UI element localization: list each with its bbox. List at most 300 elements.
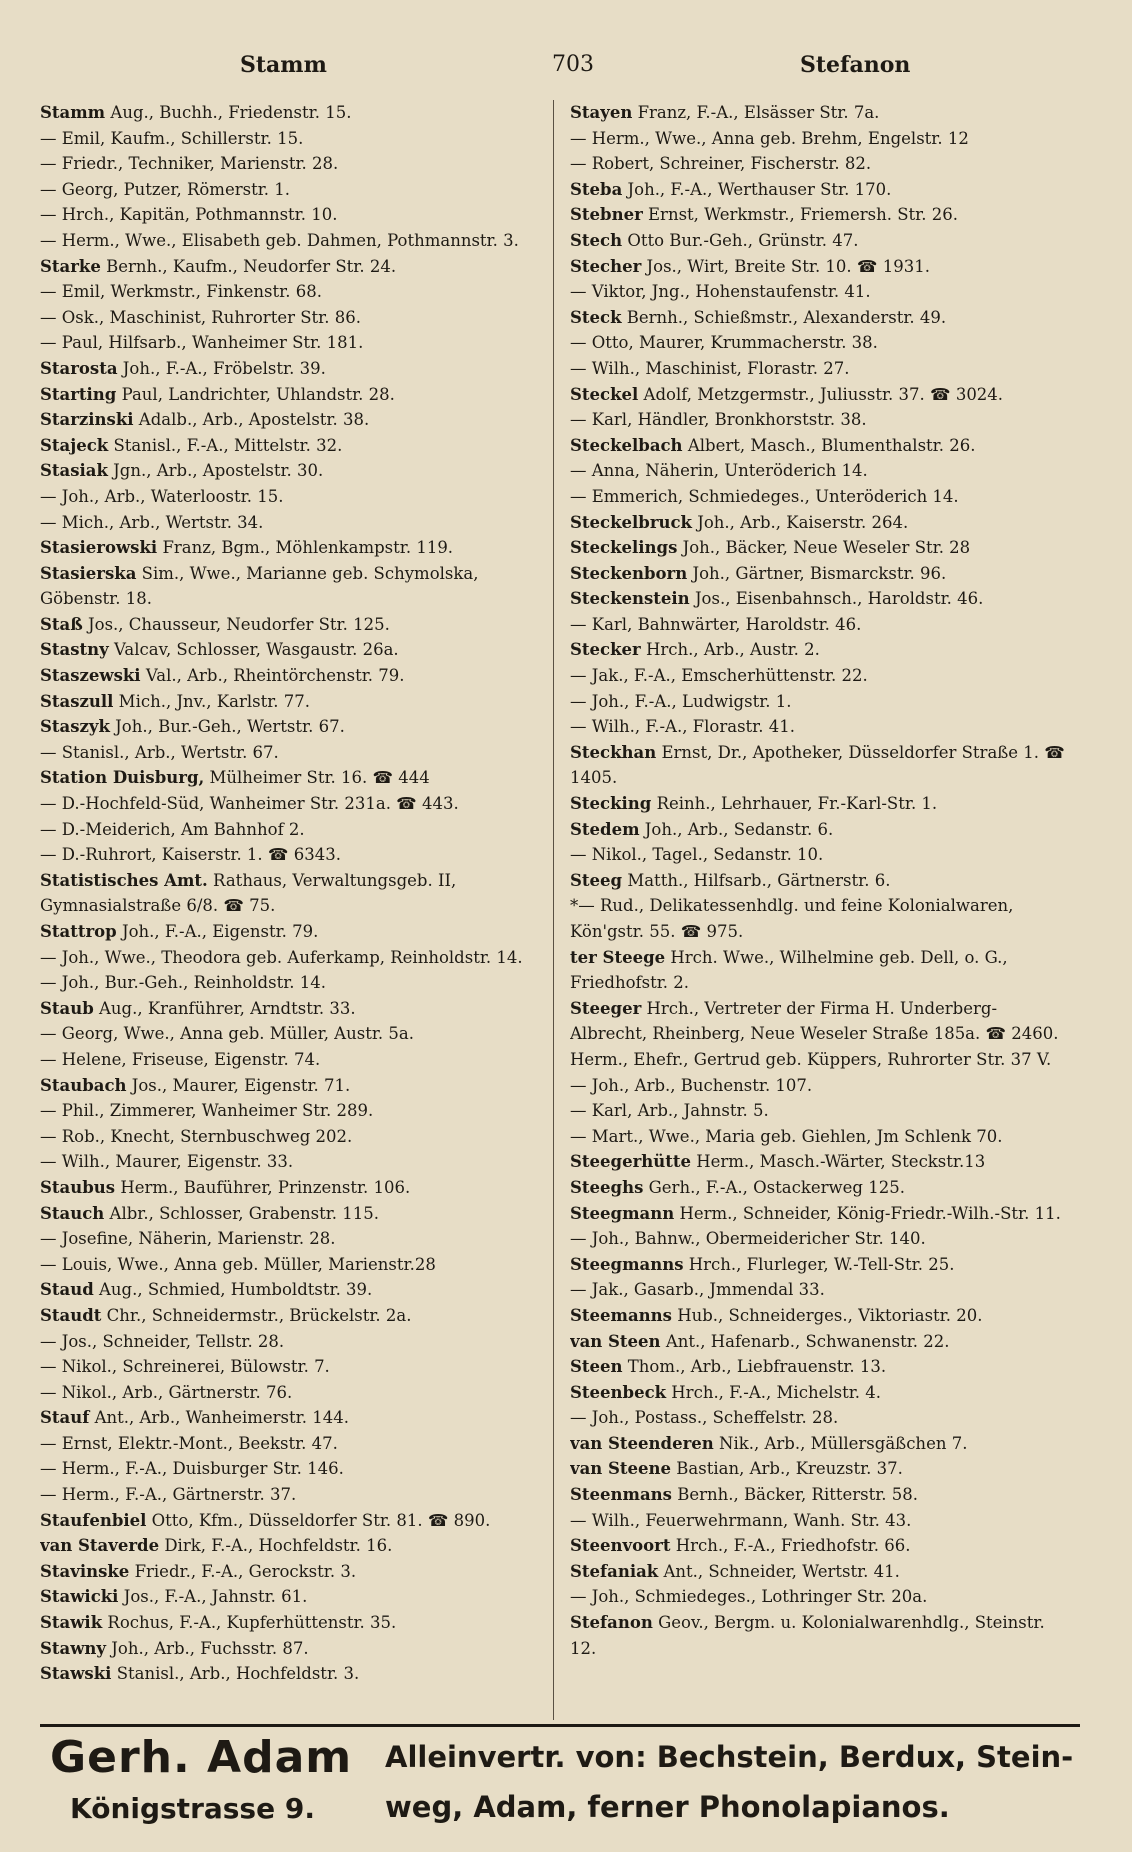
entry-details: Nik., Arb., Müllersgäßchen 7. <box>719 1433 968 1453</box>
ad-address: Königstrasse 9. <box>70 1792 315 1825</box>
entry-details: — Jak., Gasarb., Jmmendal 33. <box>570 1280 825 1300</box>
directory-entry <box>570 1354 1070 1380</box>
directory-entry <box>570 1329 1070 1355</box>
entry-details: — D.-Hochfeld-Süd, Wanheimer Str. 231a. ☎ 443. <box>40 794 459 814</box>
page-number: 703 <box>552 52 594 77</box>
entry-details: Paul, Landrichter, Uhlandstr. 28. <box>121 384 395 404</box>
directory-entry <box>570 1277 1070 1303</box>
entry-details: Herm., Schneider, König-Friedr.-Wilh.-Str. 11. <box>679 1203 1061 1223</box>
directory-entry <box>570 1303 1070 1329</box>
directory-entry <box>40 202 540 228</box>
directory-entry <box>40 1636 540 1662</box>
entry-details: Ant., Schneider, Wertstr. 41. <box>663 1561 900 1581</box>
header-right-keyword: Stefanon <box>800 52 911 78</box>
header-left-keyword: Stamm <box>240 52 327 78</box>
directory-entry <box>40 510 540 536</box>
entry-details: Joh., F.-A., Fröbelstr. 39. <box>122 358 326 378</box>
page-header <box>40 46 1080 82</box>
entry-details: — Karl, Bahnwärter, Haroldstr. 46. <box>570 614 862 634</box>
entry-details: Franz, Bgm., Möhlenkampstr. 119. <box>162 538 454 558</box>
directory-entry <box>40 919 540 945</box>
entry-surname: Steckelbruck <box>570 512 692 532</box>
directory-entry <box>40 1124 540 1150</box>
entry-surname: ter Steege <box>570 947 666 967</box>
directory-entry <box>40 765 540 791</box>
entry-surname: Stasierowski <box>40 538 158 558</box>
entry-details: Rochus, F.-A., Kupferhüttenstr. 35. <box>107 1613 397 1633</box>
entry-details: — Osk., Maschinist, Ruhrorter Str. 86. <box>40 307 361 327</box>
directory-entry <box>570 637 1070 663</box>
directory-entry <box>40 1047 540 1073</box>
entry-surname: Statistisches Amt. <box>40 870 208 890</box>
directory-entry <box>40 535 540 561</box>
directory-entry <box>40 1661 540 1687</box>
directory-entry <box>570 100 1070 126</box>
entry-details: — Joh., Wwe., Theodora geb. Auferkamp, Reinholdstr. 14. <box>40 947 523 967</box>
entry-details: Jos., Eisenbahnsch., Haroldstr. 46. <box>694 589 984 609</box>
entry-details: Jos., Wirt, Breite Str. 10. ☎ 1931. <box>646 256 930 276</box>
directory-entry <box>570 1252 1070 1278</box>
entry-details: Adalb., Arb., Apostelstr. 38. <box>138 410 370 430</box>
left-column <box>40 100 540 1687</box>
ad-text-line-1: Alleinvertr. von: Bechstein, Berdux, Stein- <box>385 1740 1074 1774</box>
entry-details: — Nikol., Arb., Gärtnerstr. 76. <box>40 1382 293 1402</box>
directory-entry <box>40 484 540 510</box>
entry-surname: Staszewski <box>40 666 141 686</box>
directory-entry <box>570 1149 1070 1175</box>
entry-details: Ant., Arb., Wanheimerstr. 144. <box>94 1408 349 1428</box>
entry-surname: Stefaniak <box>570 1561 659 1581</box>
entry-surname: Starzinski <box>40 410 134 430</box>
directory-entry <box>40 1508 540 1534</box>
entry-details: Joh., Bäcker, Neue Weseler Str. 28 <box>682 538 971 558</box>
directory-entry <box>40 817 540 843</box>
directory-entry <box>40 1226 540 1252</box>
directory-entry <box>40 1559 540 1585</box>
entry-surname: Starting <box>40 384 117 404</box>
entry-surname: van Steenderen <box>570 1433 714 1453</box>
directory-entry <box>40 970 540 996</box>
entry-details: — Louis, Wwe., Anna geb. Müller, Marienstr.28 <box>40 1254 436 1274</box>
entry-surname: Steeg <box>570 870 623 890</box>
entry-details: — Jos., Schneider, Tellstr. 28. <box>40 1331 285 1351</box>
directory-entry <box>570 1201 1070 1227</box>
entry-details: Mülheimer Str. 16. ☎ 444 <box>209 768 430 788</box>
directory-entry <box>570 484 1070 510</box>
entry-details: — Robert, Schreiner, Fischerstr. 82. <box>570 154 872 174</box>
directory-entry <box>570 407 1070 433</box>
entry-surname: Stebner <box>570 205 643 225</box>
entry-details: Albr., Schlosser, Grabenstr. 115. <box>109 1203 380 1223</box>
entry-details: Bernh., Kaufm., Neudorfer Str. 24. <box>106 256 397 276</box>
directory-entry <box>570 663 1070 689</box>
entry-surname: Staß <box>40 614 83 634</box>
entry-surname: Steen <box>570 1357 623 1377</box>
entry-surname: Steckelings <box>570 538 678 558</box>
entry-details: — D.-Ruhrort, Kaiserstr. 1. ☎ 6343. <box>40 845 341 865</box>
column-divider <box>553 100 554 1720</box>
entry-details: Joh., Gärtner, Bismarckstr. 96. <box>692 563 947 583</box>
advertisement <box>40 1724 1080 1834</box>
entry-details: — Joh., Bur.-Geh., Reinholdstr. 14. <box>40 973 327 993</box>
directory-entry <box>40 433 540 459</box>
entry-surname: Stavinske <box>40 1561 130 1581</box>
directory-entry <box>570 817 1070 843</box>
entry-surname: Steenbeck <box>570 1382 667 1402</box>
entry-details: Joh., Bur.-Geh., Wertstr. 67. <box>115 717 345 737</box>
entry-surname: van Steen <box>570 1331 661 1351</box>
directory-entry <box>40 1098 540 1124</box>
directory-entry <box>40 356 540 382</box>
entry-details: — Viktor, Jng., Hohenstaufenstr. 41. <box>570 282 871 302</box>
directory-entry <box>570 535 1070 561</box>
entry-details: Geov., Bergm. u. Kolonialwarenhdlg., Steinstr. 12. <box>570 1613 1045 1658</box>
entry-surname: Stedem <box>570 819 640 839</box>
entry-surname: Starke <box>40 256 101 276</box>
directory-entry <box>570 305 1070 331</box>
entry-details: — Anna, Näherin, Unteröderich 14. <box>570 461 868 481</box>
entry-surname: Staufenbiel <box>40 1510 147 1530</box>
entry-details: — Friedr., Techniker, Marienstr. 28. <box>40 154 339 174</box>
entry-details: *— Rud., Delikatessenhdlg. und feine Kolonialwaren, Kön'gstr. 55. ☎ 975. <box>570 896 1014 941</box>
entry-details: Hub., Schneiderges., Viktoriastr. 20. <box>677 1305 983 1325</box>
entry-details: Chr., Schneidermstr., Brückelstr. 2a. <box>106 1305 412 1325</box>
entry-surname: Staud <box>40 1280 94 1300</box>
entry-surname: Stefanon <box>570 1613 653 1633</box>
entry-details: — Rob., Knecht, Sternbuschweg 202. <box>40 1126 353 1146</box>
directory-entry <box>40 791 540 817</box>
directory-entry <box>570 1584 1070 1610</box>
directory-entry <box>570 689 1070 715</box>
entry-surname: Steckhan <box>570 742 657 762</box>
directory-entry <box>570 151 1070 177</box>
entry-details: — Phil., Zimmerer, Wanheimer Str. 289. <box>40 1101 374 1121</box>
entry-surname: Stawski <box>40 1664 112 1684</box>
directory-entry <box>40 996 540 1022</box>
directory-entry <box>40 1021 540 1047</box>
entry-details: Joh., F.-A., Eigenstr. 79. <box>121 922 319 941</box>
entry-details: Reinh., Lehrhauer, Fr.-Karl-Str. 1. <box>656 794 938 814</box>
entry-surname: Stattrop <box>40 922 117 941</box>
entry-surname: Stawik <box>40 1613 103 1633</box>
entry-details: Ernst, Werkmstr., Friemersh. Str. 26. <box>648 205 958 225</box>
entry-details: Gerh., F.-A., Ostackerweg 125. <box>648 1177 905 1197</box>
directory-entry <box>570 791 1070 817</box>
entry-details: Bastian, Arb., Kreuzstr. 37. <box>676 1459 903 1479</box>
entry-details: Herm., Ehefr., Gertrud geb. Küppers, Ruhrorter Str. 37 V. <box>570 1049 1052 1069</box>
entry-details: — Nikol., Tagel., Sedanstr. 10. <box>570 845 824 865</box>
directory-entry <box>570 1456 1070 1482</box>
entry-details: Albert, Masch., Blumenthalstr. 26. <box>687 435 976 455</box>
entry-surname: Steba <box>570 179 623 199</box>
entry-surname: Stajeck <box>40 435 109 455</box>
entry-surname: Steckel <box>570 384 639 404</box>
directory-entry <box>570 458 1070 484</box>
entry-surname: Steckenborn <box>570 563 688 583</box>
entry-surname: Stauf <box>40 1408 90 1428</box>
directory-entry <box>570 1175 1070 1201</box>
ad-text-line-2: weg, Adam, ferner Phonolapianos. <box>385 1790 950 1824</box>
directory-entry <box>40 407 540 433</box>
entry-details: — Mich., Arb., Wertstr. 34. <box>40 512 264 532</box>
entry-details: Valcav, Schlosser, Wasgaustr. 26a. <box>113 640 399 660</box>
entry-details: Franz, F.-A., Elsässer Str. 7a. <box>637 103 880 122</box>
directory-entry <box>40 1073 540 1099</box>
entry-details: Jgn., Arb., Apostelstr. 30. <box>113 461 324 481</box>
entry-surname: Stecher <box>570 256 642 276</box>
entry-surname: Stawny <box>40 1638 107 1658</box>
entry-details: Val., Arb., Rheintörchenstr. 79. <box>145 666 405 686</box>
entry-details: Ernst, Dr., Apotheker, Düsseldorfer Straße 1. ☎ 1405. <box>570 742 1065 788</box>
directory-entry <box>40 868 540 919</box>
entry-details: — Joh., Arb., Buchenstr. 107. <box>570 1075 813 1095</box>
directory-entry <box>40 1533 540 1559</box>
entry-details: — Joh., Schmiedeges., Lothringer Str. 20a. <box>570 1587 928 1607</box>
directory-entry <box>40 561 540 612</box>
entry-details: — Joh., Postass., Scheffelstr. 28. <box>570 1408 839 1428</box>
ad-top-rule <box>40 1724 1080 1727</box>
entry-details: Adolf, Metzgermstr., Juliusstr. 37. ☎ 3024. <box>643 384 1004 404</box>
directory-entry <box>40 637 540 663</box>
entry-details: Thom., Arb., Liebfrauenstr. 13. <box>627 1357 887 1377</box>
entry-details: — Otto, Maurer, Krummacherstr. 38. <box>570 333 878 353</box>
directory-entry <box>570 126 1070 152</box>
entry-details: — Jak., F.-A., Emscherhüttenstr. 22. <box>570 666 868 686</box>
directory-entry <box>570 1098 1070 1124</box>
entry-details: Hrch., Vertreter der Firma H. Underberg-Albrecht, Rheinberg, Neue Weseler Straße 185a. ☎ 2460. <box>570 998 1059 1044</box>
entry-surname: Steckenstein <box>570 589 690 609</box>
entry-details: — Wilh., Maschinist, Florastr. 27. <box>570 358 850 378</box>
directory-entry <box>40 330 540 356</box>
entry-surname: Staubach <box>40 1075 127 1095</box>
entry-details: Mich., Jnv., Karlstr. 77. <box>118 691 311 711</box>
directory-entry <box>40 663 540 689</box>
directory-entry <box>570 996 1070 1047</box>
directory-entry <box>570 1047 1070 1073</box>
directory-entry <box>40 1405 540 1431</box>
entry-surname: Stasiak <box>40 461 108 481</box>
directory-entry <box>40 1482 540 1508</box>
directory-entry <box>40 1303 540 1329</box>
entry-surname: Stecker <box>570 640 641 660</box>
directory-entry <box>570 382 1070 408</box>
entry-surname: Steeghs <box>570 1177 644 1197</box>
entry-details: Friedr., F.-A., Gerockstr. 3. <box>134 1561 357 1581</box>
directory-entry <box>40 1149 540 1175</box>
entry-surname: Steeger <box>570 998 642 1018</box>
entry-surname: Steemanns <box>570 1305 672 1325</box>
entry-details: — Paul, Hilfsarb., Wanheimer Str. 181. <box>40 333 364 353</box>
entry-details: — Karl, Arb., Jahnstr. 5. <box>570 1101 769 1121</box>
entry-details: Dirk, F.-A., Hochfeldstr. 16. <box>164 1536 393 1556</box>
entry-details: — Wilh., Maurer, Eigenstr. 33. <box>40 1152 294 1172</box>
entry-details: — Herm., Wwe., Elisabeth geb. Dahmen, Pothmannstr. 3. <box>40 230 519 250</box>
entry-surname: Stauch <box>40 1203 105 1223</box>
entry-details: Hrch., Arb., Austr. 2. <box>645 640 820 660</box>
directory-entry <box>570 1533 1070 1559</box>
entry-details: Sim., Wwe., Marianne geb. Schymolska, Göbenstr. 18. <box>40 563 479 609</box>
directory-entry <box>570 1431 1070 1457</box>
entry-details: Bernh., Bäcker, Ritterstr. 58. <box>677 1485 919 1505</box>
entry-surname: Staubus <box>40 1177 116 1197</box>
entry-surname: Station Duisburg, <box>40 768 205 788</box>
entry-details: Matth., Hilfsarb., Gärtnerstr. 6. <box>627 870 891 890</box>
entry-details: — Herm., F.-A., Duisburger Str. 146. <box>40 1459 344 1479</box>
entry-details: — Georg, Putzer, Römerstr. 1. <box>40 179 291 199</box>
entry-details: — Hrch., Kapitän, Pothmannstr. 10. <box>40 205 338 225</box>
directory-entry <box>40 305 540 331</box>
directory-entry <box>40 1329 540 1355</box>
directory-entry <box>570 740 1070 791</box>
entry-details: — Stanisl., Arb., Wertstr. 67. <box>40 742 279 762</box>
directory-entry <box>570 945 1070 996</box>
directory-entry <box>570 1380 1070 1406</box>
directory-entry <box>40 1584 540 1610</box>
directory-entry <box>40 1456 540 1482</box>
entry-details: — Joh., Arb., Waterloostr. 15. <box>40 486 284 506</box>
entry-details: — Herm., F.-A., Gärtnerstr. 37. <box>40 1485 297 1505</box>
entry-details: — Emmerich, Schmiedeges., Unteröderich 14. <box>570 486 959 506</box>
entry-details: Aug., Kranführer, Arndtstr. 33. <box>99 998 356 1018</box>
ad-brand: Gerh. Adam <box>50 1732 353 1783</box>
directory-entry <box>40 1380 540 1406</box>
directory-entry <box>570 1508 1070 1534</box>
directory-entry <box>570 254 1070 280</box>
entry-surname: Stech <box>570 230 623 250</box>
entry-details: Joh., Arb., Kaiserstr. 264. <box>697 512 909 532</box>
directory-entry <box>570 842 1070 868</box>
entry-surname: Stasierska <box>40 563 137 583</box>
entry-surname: Steenvoort <box>570 1536 671 1556</box>
entry-surname: Staudt <box>40 1305 102 1325</box>
directory-entry <box>40 254 540 280</box>
directory-entry <box>570 356 1070 382</box>
directory-entry <box>570 714 1070 740</box>
entry-details: Hrch., F.-A., Friedhofstr. 66. <box>675 1536 911 1556</box>
directory-entry <box>40 1252 540 1278</box>
entry-details: — Wilh., F.-A., Florastr. 41. <box>570 717 795 737</box>
entry-details: — Emil, Kaufm., Schillerstr. 15. <box>40 128 304 148</box>
entry-details: — Herm., Wwe., Anna geb. Brehm, Engelstr. 12 <box>570 128 969 148</box>
entry-surname: Staszull <box>40 691 114 711</box>
directory-entry <box>40 689 540 715</box>
entry-details: Otto, Kfm., Düsseldorfer Str. 81. ☎ 890. <box>151 1510 491 1530</box>
directory-entry <box>570 1610 1070 1661</box>
entry-details: Joh., Arb., Sedanstr. 6. <box>644 819 834 839</box>
entry-details: — Georg, Wwe., Anna geb. Müller, Austr. 5a. <box>40 1024 414 1044</box>
entry-details: Hrch., Flurleger, W.-Tell-Str. 25. <box>688 1254 955 1274</box>
directory-entry <box>570 1073 1070 1099</box>
directory-entry <box>570 1405 1070 1431</box>
entry-surname: Steegmanns <box>570 1254 684 1274</box>
directory-entry <box>570 177 1070 203</box>
directory-entry <box>570 228 1070 254</box>
entry-details: Joh., F.-A., Werthauser Str. 170. <box>627 179 892 199</box>
entry-details: Bernh., Schießmstr., Alexanderstr. 49. <box>626 307 947 327</box>
entry-details: — Helene, Friseuse, Eigenstr. 74. <box>40 1049 321 1069</box>
directory-entry <box>40 228 540 254</box>
entry-details: Otto Bur.-Geh., Grünstr. 47. <box>627 230 859 250</box>
entry-details: — Emil, Werkmstr., Finkenstr. 68. <box>40 282 322 302</box>
directory-entry <box>40 458 540 484</box>
directory-entry <box>40 945 540 971</box>
entry-surname: van Staverde <box>40 1536 160 1556</box>
directory-entry <box>40 100 540 126</box>
entry-details: — Ernst, Elektr.-Mont., Beekstr. 47. <box>40 1433 338 1453</box>
directory-entry <box>570 868 1070 894</box>
entry-details: Jos., Chausseur, Neudorfer Str. 125. <box>88 614 390 634</box>
entry-surname: Steegerhütte <box>570 1152 691 1172</box>
entry-surname: Starosta <box>40 358 118 378</box>
directory-entry <box>40 151 540 177</box>
entry-details: Herm., Masch.-Wärter, Steckstr.13 <box>696 1152 986 1172</box>
entry-details: — Josefine, Näherin, Marienstr. 28. <box>40 1229 336 1249</box>
entry-surname: Steegmann <box>570 1203 675 1223</box>
entry-details: Hrch. Wwe., Wilhelmine geb. Dell, o. G., Friedhofstr. 2. <box>570 947 1008 993</box>
directory-entry <box>570 561 1070 587</box>
entry-details: Jos., Maurer, Eigenstr. 71. <box>131 1075 351 1095</box>
entry-details: — Karl, Händler, Bronkhorststr. 38. <box>570 410 867 430</box>
directory-entry <box>570 586 1070 612</box>
directory-entry <box>570 1482 1070 1508</box>
entry-surname: van Steene <box>570 1459 672 1479</box>
directory-entry <box>570 202 1070 228</box>
directory-entry <box>40 382 540 408</box>
entry-surname: Steckelbach <box>570 435 683 455</box>
entry-details: Aug., Schmied, Humboldtstr. 39. <box>99 1280 373 1300</box>
entry-details: — Nikol., Schreinerei, Bülowstr. 7. <box>40 1357 330 1377</box>
entry-surname: Stecking <box>570 794 652 814</box>
entry-details: — Mart., Wwe., Maria geb. Giehlen, Jm Schlenk 70. <box>570 1126 1003 1146</box>
entry-details: Aug., Buchh., Friedenstr. 15. <box>110 103 352 122</box>
entry-details: Hrch., F.-A., Michelstr. 4. <box>671 1382 882 1402</box>
entry-details: Stanisl., F.-A., Mittelstr. 32. <box>113 435 343 455</box>
directory-entry <box>40 1175 540 1201</box>
directory-entry <box>570 1226 1070 1252</box>
directory-entry <box>40 1201 540 1227</box>
directory-entry <box>40 1354 540 1380</box>
entry-details: Herm., Bauführer, Prinzenstr. 106. <box>120 1177 411 1197</box>
directory-entry <box>40 612 540 638</box>
directory-entry <box>570 330 1070 356</box>
entry-surname: Stastny <box>40 640 109 660</box>
directory-entry <box>570 510 1070 536</box>
directory-entry <box>40 1277 540 1303</box>
entry-surname: Steenmans <box>570 1485 672 1505</box>
entry-details: — Wilh., Feuerwehrmann, Wanh. Str. 43. <box>570 1510 912 1530</box>
directory-entry <box>40 279 540 305</box>
right-column <box>570 100 1070 1661</box>
directory-entry <box>40 740 540 766</box>
entry-details: — Joh., Bahnw., Obermeidericher Str. 140. <box>570 1229 926 1249</box>
entry-surname: Staub <box>40 998 94 1018</box>
entry-details: Rathaus, Verwaltungsgeb. II, Gymnasialstraße 6/8. ☎ 75. <box>40 870 457 916</box>
directory-entry <box>40 126 540 152</box>
directory-entry <box>570 279 1070 305</box>
directory-entry <box>40 177 540 203</box>
directory-entry <box>570 612 1070 638</box>
entry-surname: Steck <box>570 307 622 327</box>
directory-entry <box>40 842 540 868</box>
directory-entry <box>570 1124 1070 1150</box>
entry-details: — D.-Meiderich, Am Bahnhof 2. <box>40 819 305 839</box>
entry-details: Jos., F.-A., Jahnstr. 61. <box>123 1587 308 1607</box>
directory-entry <box>570 893 1070 944</box>
directory-entry <box>40 1431 540 1457</box>
entry-surname: Stawicki <box>40 1587 119 1607</box>
entry-surname: Stayen <box>570 103 633 122</box>
entry-details: Stanisl., Arb., Hochfeldstr. 3. <box>116 1664 360 1684</box>
